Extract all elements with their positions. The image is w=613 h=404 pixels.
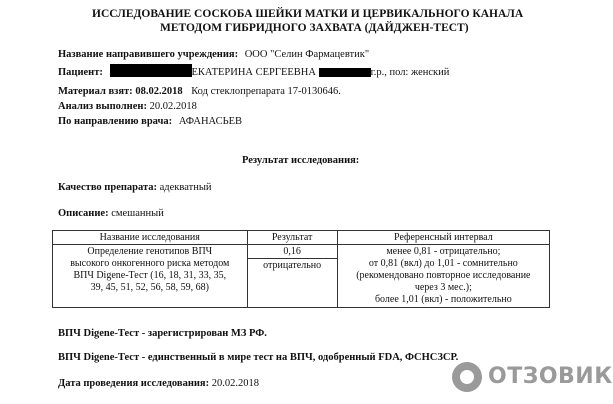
referrer-row [58,49,369,60]
col-header-name: Название исследования [53,231,248,245]
test-name-line: высокого онкогенного риска методом [70,258,230,269]
footer-date-row [58,378,259,389]
note-registration: ВПЧ Digene-Тест - зарегистрирован МЗ РФ. [58,328,267,339]
quality-row [58,182,212,193]
material-row [58,86,341,97]
doctor-label: По направлению врача: [58,116,173,127]
otzovik-logo-icon [452,362,482,392]
patient-extra: г.р., пол: женский [370,67,450,78]
reference-line: менее 0,81 - отрицательно; [386,246,501,257]
result-value: 0,16 [248,245,337,259]
title-line1: ИССЛЕДОВАНИЕ СОСКОБА ШЕЙКИ МАТКИ И ЦЕРВИКАЛЬНОГО КАНАЛА [92,8,524,20]
title-line2: МЕТОДОМ ГИБРИДНОГО ЗАХВАТА (ДАЙДЖЕН-ТЕСТ) [160,22,469,34]
result-heading: Результат исследования: [242,155,360,166]
quality-value: адекватный [159,182,212,193]
table-header-row [53,231,550,245]
doctor-row [58,116,242,127]
patient-row [58,64,449,78]
reference-line: через 3 мес.); [414,282,472,293]
quality-label: Качество препарата: [58,182,158,193]
col-header-result: Результат [247,231,337,245]
results-table [52,230,550,308]
reference-cell [337,245,549,308]
slide-code: Код стеклопрепарата 17-0130646. [191,86,341,97]
col-header-reference: Референсный интервал [337,231,549,245]
result-interpretation: отрицательно [263,260,322,271]
result-cell [247,245,337,308]
material-date: 08.02.2018 [135,86,183,97]
table-row [53,245,550,308]
patient-name: ЕКАТЕРИНА СЕРГЕЕВНА [191,67,316,78]
description-value: смешанный [111,208,164,219]
referrer-value: ООО "Селин Фармацевтик" [244,49,370,60]
patient-label: Пациент: [58,67,103,78]
analysis-row [58,101,197,112]
analysis-date: 20.02.2018 [149,101,197,112]
reference-line: (рекомендовано повторное исследование [356,270,531,281]
redacted-birthdate [319,68,371,77]
note-fda: ВПЧ Digene-Тест - единственный в мире тест на ВПЧ, одобренный FDA, ФСНСЗСР. [58,352,459,363]
watermark-text: ОТЗОВИК [488,364,613,389]
description-row [58,208,164,219]
test-name-cell [53,245,248,308]
footer-date-value: 20.02.2018 [211,378,259,389]
test-name-line: 39, 45, 51, 52, 56, 58, 59, 68) [90,282,209,293]
footer-date-label: Дата проведения исследования: [58,378,210,389]
otzovik-watermark [452,360,613,396]
reference-line: от 0,81 (вкл) до 1,01 - сомнительно [368,258,518,269]
redacted-surname [110,64,192,77]
analysis-label: Анализ выполнен: [58,101,147,112]
referrer-label: Название направившего учреждения: [58,49,239,60]
doctor-value: АФАНАСЬЕВ [178,116,243,127]
material-label: Материал взят: [58,86,133,97]
reference-line: более 1,01 (вкл) - положительно [374,294,512,305]
test-name-line: ВПЧ Digene-Тест (16, 18, 31, 33, 35, [73,270,227,281]
test-name-line: Определение генотипов ВПЧ [87,246,213,257]
description-label: Описание: [58,208,109,219]
